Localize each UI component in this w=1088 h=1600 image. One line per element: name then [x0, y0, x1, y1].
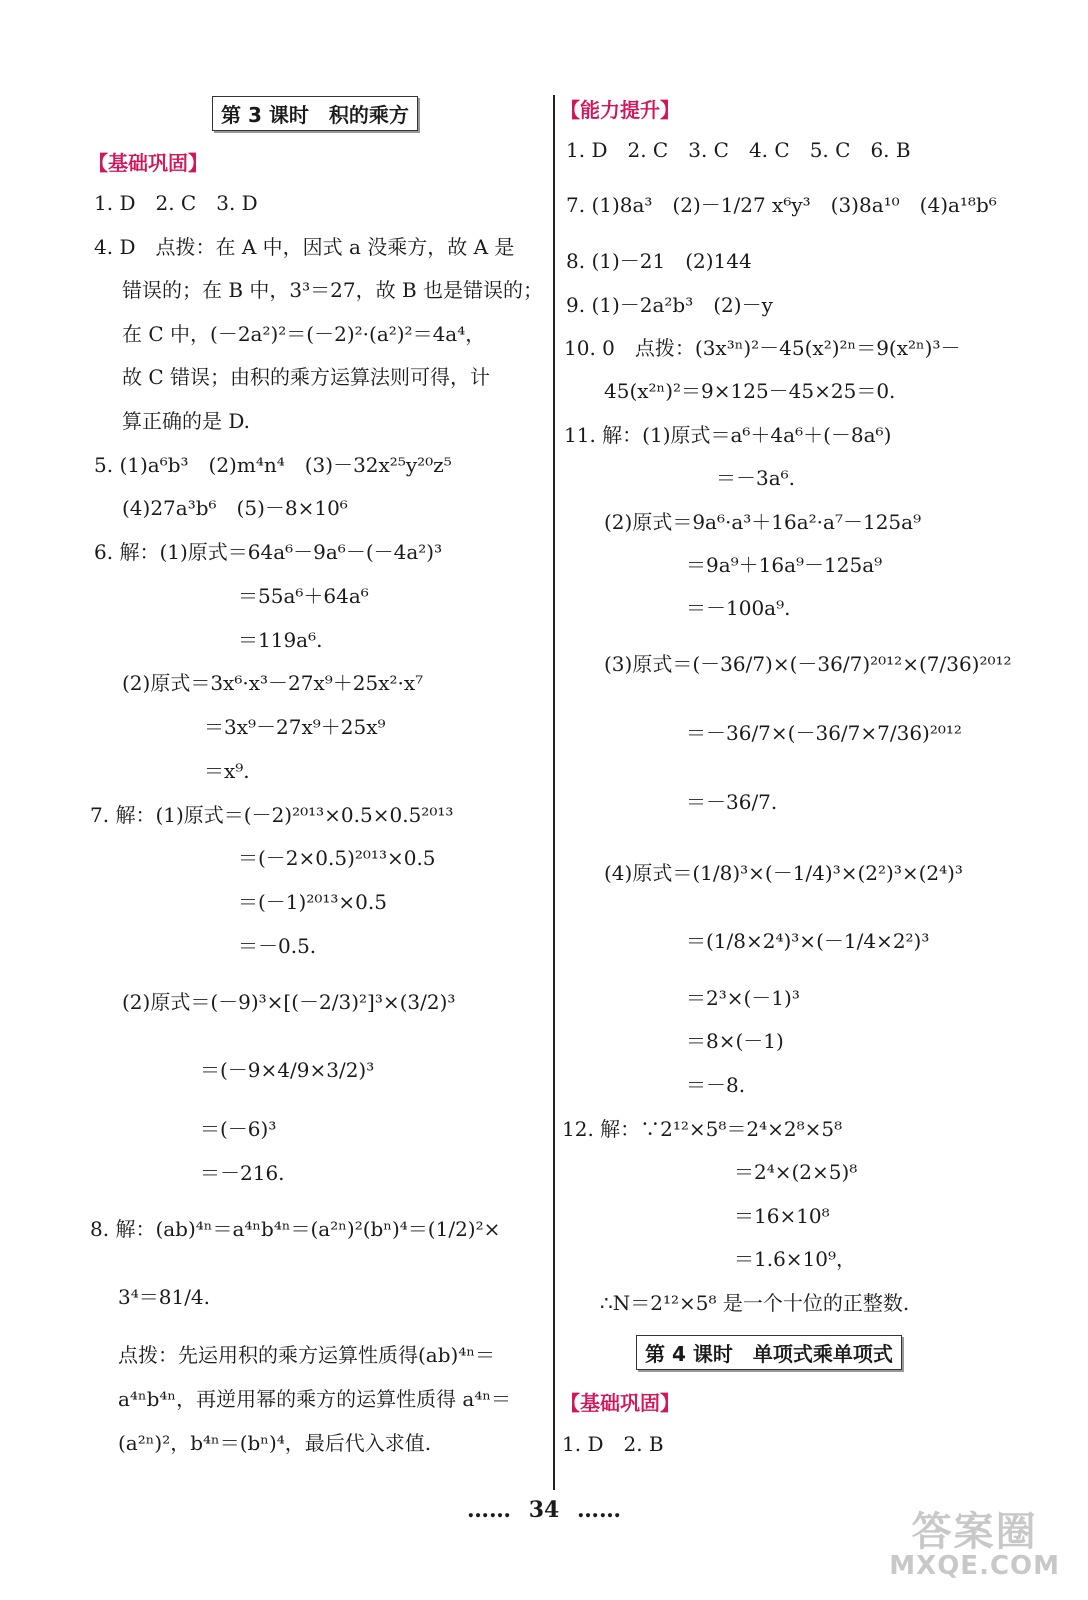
answer-line: ∴N＝2¹²×5⁸ 是一个十位的正整数. — [600, 1291, 910, 1315]
answer-line: ＝－100a⁹. — [686, 596, 791, 620]
hint-line: (a²ⁿ)²，b⁴ⁿ＝(bⁿ)⁴，最后代入求值. — [118, 1431, 432, 1455]
answer-line: 8. 解：(ab)⁴ⁿ＝a⁴ⁿb⁴ⁿ＝(a²ⁿ)²(bⁿ)⁴＝(1/2)²× — [90, 1217, 501, 1241]
answer-line: 12. 解：∵2¹²×5⁸＝2⁴×2⁸×5⁸ — [562, 1117, 843, 1141]
answer-line: ＝(－9×4/9×3/2)³ — [200, 1058, 375, 1082]
answer-line: 10. 0 点拨：(3x³ⁿ)²－45(x²)²ⁿ＝9(x²ⁿ)³－ — [564, 336, 961, 360]
pager-dots-right: …… — [576, 1497, 621, 1523]
answer-line: 故 C 错误；由积的乘方运算法则可得，计 — [122, 365, 491, 389]
answer-line: ＝－3a⁶. — [716, 466, 796, 490]
answer-line: 1. D 2. C 3. C 4. C 5. C 6. B — [566, 138, 911, 162]
answer-line: ＝2⁴×(2×5)⁸ — [734, 1160, 858, 1184]
section-title-basic: 【基础巩固】 — [88, 151, 208, 175]
lesson-title-4: 第 4 课时 单项式乘单项式 — [636, 1335, 902, 1370]
answer-line: ＝－36/7×(－36/7×7/36)²⁰¹² — [686, 721, 962, 745]
answer-line: ＝1.6×10⁹， — [734, 1247, 857, 1271]
answer-line: ＝(－2×0.5)²⁰¹³×0.5 — [238, 846, 436, 870]
answer-line: 错误的；在 B 中，3³＝27，故 B 也是错误的； — [122, 278, 544, 302]
answer-line: (4)原式＝(1/8)³×(－1/4)³×(2²)³×(2⁴)³ — [604, 861, 963, 885]
column-divider — [553, 95, 555, 1490]
answer-line: ＝8×(－1) — [686, 1029, 784, 1053]
lesson-title: 第 3 课时 积的乘方 — [212, 96, 418, 131]
answer-line: 4. D 点拨：在 A 中，因式 a 没乘方，故 A 是 — [94, 235, 515, 259]
answer-line: 9. (1)－2a²b³ (2)－y — [566, 293, 773, 317]
hint-line: a⁴ⁿb⁴ⁿ，再逆用幂的乘方的运算性质得 a⁴ⁿ＝ — [118, 1387, 512, 1411]
answer-line: ＝9a⁹＋16a⁹－125a⁹ — [686, 553, 883, 577]
answer-line: 7. 解：(1)原式＝(－2)²⁰¹³×0.5×0.5²⁰¹³ — [90, 803, 454, 827]
answer-line: 1. D 2. C 3. D — [94, 191, 258, 215]
answer-line: ＝3x⁹－27x⁹＋25x⁹ — [204, 715, 386, 739]
answer-line: 45(x²ⁿ)²＝9×125－45×25＝0. — [604, 379, 896, 403]
answer-line: ＝55a⁶＋64a⁶ — [238, 584, 369, 608]
answer-line: ＝(－1)²⁰¹³×0.5 — [238, 890, 387, 914]
answer-line: (2)原式＝9a⁶·a³＋16a²·a⁷－125a⁹ — [604, 510, 922, 534]
answer-line: ＝16×10⁸ — [734, 1204, 830, 1228]
page-number: 34 — [528, 1497, 560, 1523]
answer-line: ＝－36/7. — [686, 790, 778, 814]
answer-line: (4)27a³b⁶ (5)－8×10⁶ — [122, 496, 348, 520]
answer-line: ＝x⁹. — [204, 759, 250, 783]
answer-line: 8. (1)－21 (2)144 — [566, 249, 752, 273]
answer-line: 在 C 中，(－2a²)²＝(－2)²·(a²)²＝4a⁴， — [122, 322, 486, 346]
answer-line: ＝(－6)³ — [200, 1117, 277, 1141]
answer-line: ＝(1/8×2⁴)³×(－1/4×2²)³ — [686, 929, 930, 953]
hint-line: 点拨：先运用积的乘方运算性质得(ab)⁴ⁿ＝ — [118, 1343, 496, 1367]
answer-line: (2)原式＝(－9)³×[(－2/3)²]³×(3/2)³ — [122, 990, 456, 1014]
answer-line: ＝119a⁶. — [238, 628, 323, 652]
section-title-advanced: 【能力提升】 — [560, 98, 680, 122]
answer-line: 6. 解：(1)原式＝64a⁶－9a⁶－(－4a²)³ — [94, 540, 443, 564]
answer-line: 5. (1)a⁶b³ (2)m⁴n⁴ (3)－32x²⁵y²⁰z⁵ — [94, 453, 452, 477]
answer-line: 算正确的是 D. — [122, 409, 251, 433]
answer-line: ＝2³×(－1)³ — [686, 986, 800, 1010]
answer-line: (2)原式＝3x⁶·x³－27x⁹＋25x²·x⁷ — [122, 671, 424, 695]
watermark-logo — [889, 1508, 1060, 1581]
answer-line: 7. (1)8a³ (2)－1/27 x⁶y³ (3)8a¹⁰ (4)a¹⁸b⁶ — [566, 193, 997, 217]
watermark-line1: 答案圈 — [911, 1508, 1038, 1555]
answer-line: 1. D 2. B — [562, 1432, 664, 1456]
answer-line: (3)原式＝(－36/7)×(－36/7)²⁰¹²×(7/36)²⁰¹² — [604, 652, 1012, 676]
pager-dots-left: …… — [467, 1497, 512, 1523]
answer-line: ＝－8. — [686, 1073, 746, 1097]
answer-line: 3⁴＝81/4. — [118, 1285, 211, 1309]
answer-line: ＝－0.5. — [238, 934, 317, 958]
watermark-line2: MXQE.COM — [889, 1550, 1060, 1581]
section-title-basic-2: 【基础巩固】 — [560, 1391, 680, 1415]
answer-line: 11. 解：(1)原式＝a⁶＋4a⁶＋(－8a⁶) — [564, 423, 892, 447]
answer-line: ＝－216. — [200, 1161, 285, 1185]
